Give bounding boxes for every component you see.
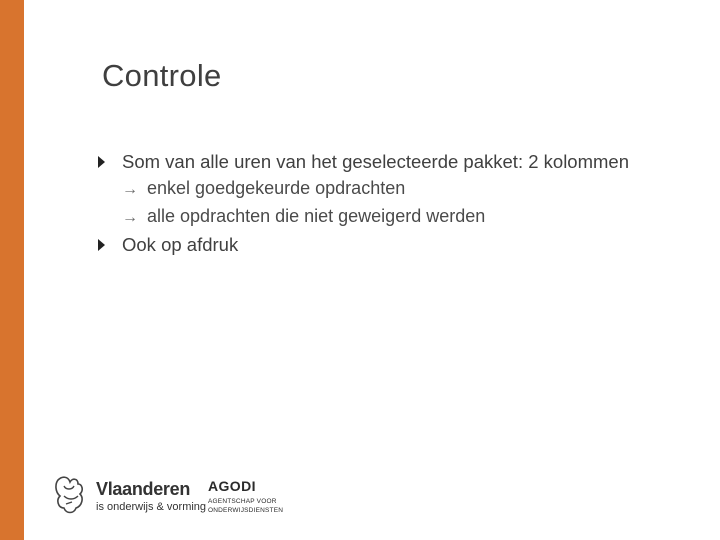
triangle-bullet-icon [98,239,105,251]
orange-side-bar [0,0,24,540]
footer-logos [52,466,312,526]
sub-item [98,175,698,203]
sub-item-text: enkel goedgekeurde opdrachten [147,178,406,198]
bullet-item [98,148,698,175]
bullet-list [98,148,698,258]
arrow-icon: → [122,209,138,226]
agodi-name: AGODI [208,478,256,494]
arrow-icon: → [122,181,138,198]
sub-item [98,203,698,231]
vlaanderen-tagline: is onderwijs & vorming [96,501,207,513]
triangle-bullet-icon [98,156,105,168]
slide-title: Controle [102,58,222,93]
sub-item-text: alle opdrachten die niet geweigerd werden [147,206,486,226]
flemish-lion-icon [52,474,90,516]
bullet-text: Ook op afdruk [122,234,239,255]
vlaanderen-name: Vlaanderen [96,479,191,499]
bullet-text: Som van alle uren van het geselecteerde pakket: 2 kolommen [122,151,629,172]
bullet-item [98,231,698,258]
agodi-tagline: AGENTSCHAP VOOR ONDERWIJSDIENSTEN [208,498,284,514]
